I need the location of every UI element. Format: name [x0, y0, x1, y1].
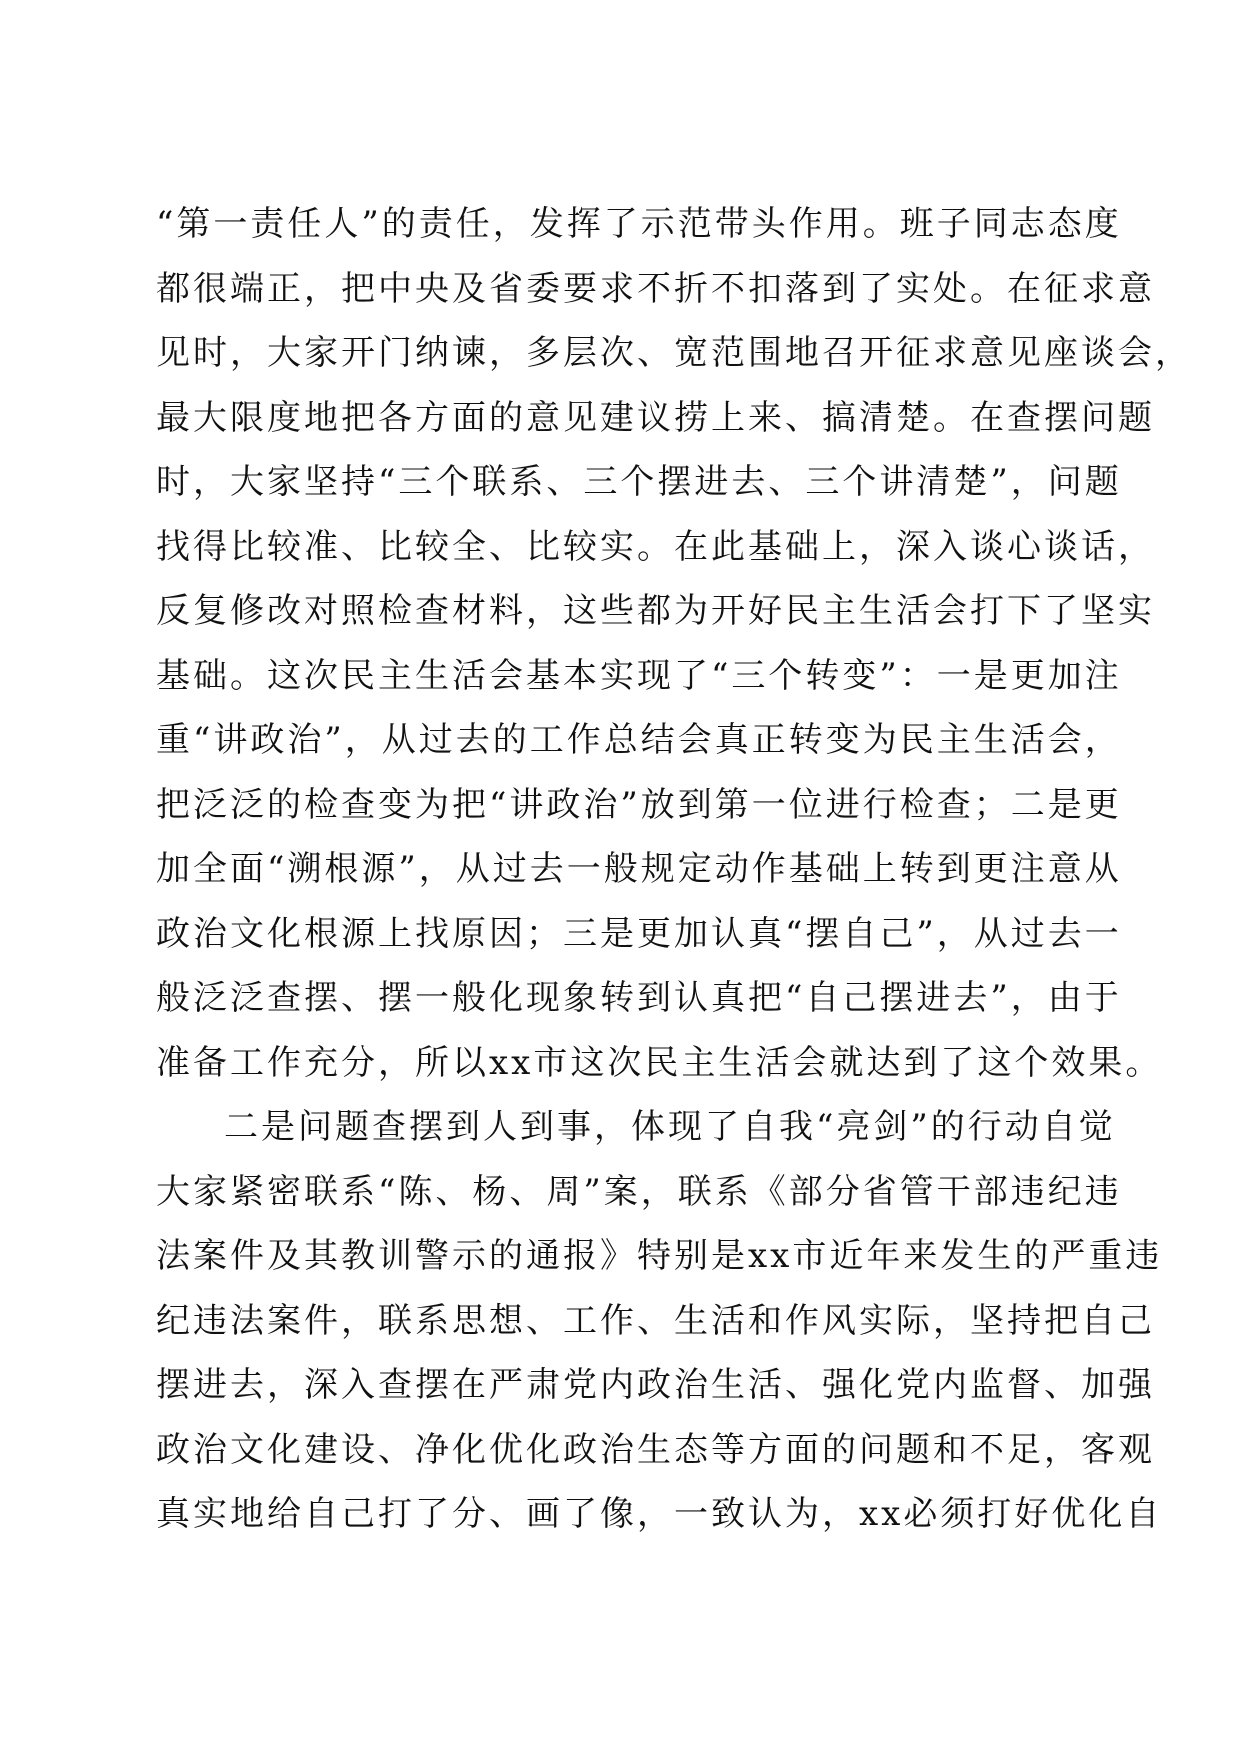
text-line: 重“讲政治”，从过去的工作总结会真正转变为民主生活会，: [156, 720, 1122, 760]
text-line: 真实地给自己打了分、画了像，一致认为，xx必须打好优化自: [156, 1494, 1163, 1534]
paragraph-heading-line: 二是问题查摆到人到事，体现了自我“亮剑”的行动自觉: [224, 1107, 1116, 1147]
text-line: 基础。这次民主生活会基本实现了“三个转变”：一是更加注: [156, 655, 1122, 696]
text-line: 大家紧密联系“陈、杨、周”案，联系《部分省管干部违纪违: [156, 1171, 1122, 1212]
text-line: 纪违法案件，联系思想、工作、生活和作风实际，坚持把自己: [156, 1300, 1155, 1341]
body-text: [156, 192, 1192, 1547]
text-line: 摆进去，深入查摆在严肃党内政治生活、强化党内监督、加强: [156, 1365, 1155, 1405]
text-line: 找得比较准、比较全、比较实。在此基础上，深入谈心谈话，: [156, 526, 1155, 567]
text-line: 法案件及其教训警示的通报》特别是xx市近年来发生的严重违: [156, 1236, 1163, 1276]
text-line: 都很端正，把中央及省委要求不折不扣落到了实处。在征求意: [156, 268, 1155, 309]
paragraph-2: [156, 1095, 1163, 1547]
text-line: 把泛泛的检查变为把“讲政治”放到第一位进行检查；二是更: [156, 784, 1122, 825]
paragraph-1: [156, 192, 1192, 1095]
text-line: 反复修改对照检查材料，这些都为开好民主生活会打下了坚实: [156, 591, 1155, 631]
text-line: 政治文化建设、净化优化政治生态等方面的问题和不足，客观: [156, 1429, 1155, 1470]
text-line: 准备工作充分，所以xx市这次民主生活会就达到了这个效果。: [156, 1042, 1163, 1083]
text-line: 政治文化根源上找原因；三是更加认真“摆自己”，从过去一: [156, 913, 1122, 954]
text-line: 加全面“溯根源”，从过去一般规定动作基础上转到更注意从: [156, 849, 1122, 889]
text-line: 般泛泛查摆、摆一般化现象转到认真把“自己摆进去”，由于: [156, 978, 1122, 1018]
text-line: “第一责任人”的责任，发挥了示范带头作用。班子同志态度: [156, 204, 1122, 244]
text-line: 最大限度地把各方面的意见建议捞上来、搞清楚。在查摆问题: [156, 397, 1155, 438]
text-line: 见时，大家开门纳谏，多层次、宽范围地召开征求意见座谈会，: [156, 333, 1192, 373]
text-line: 时，大家坚持“三个联系、三个摆进去、三个讲清楚”，问题: [156, 462, 1122, 502]
